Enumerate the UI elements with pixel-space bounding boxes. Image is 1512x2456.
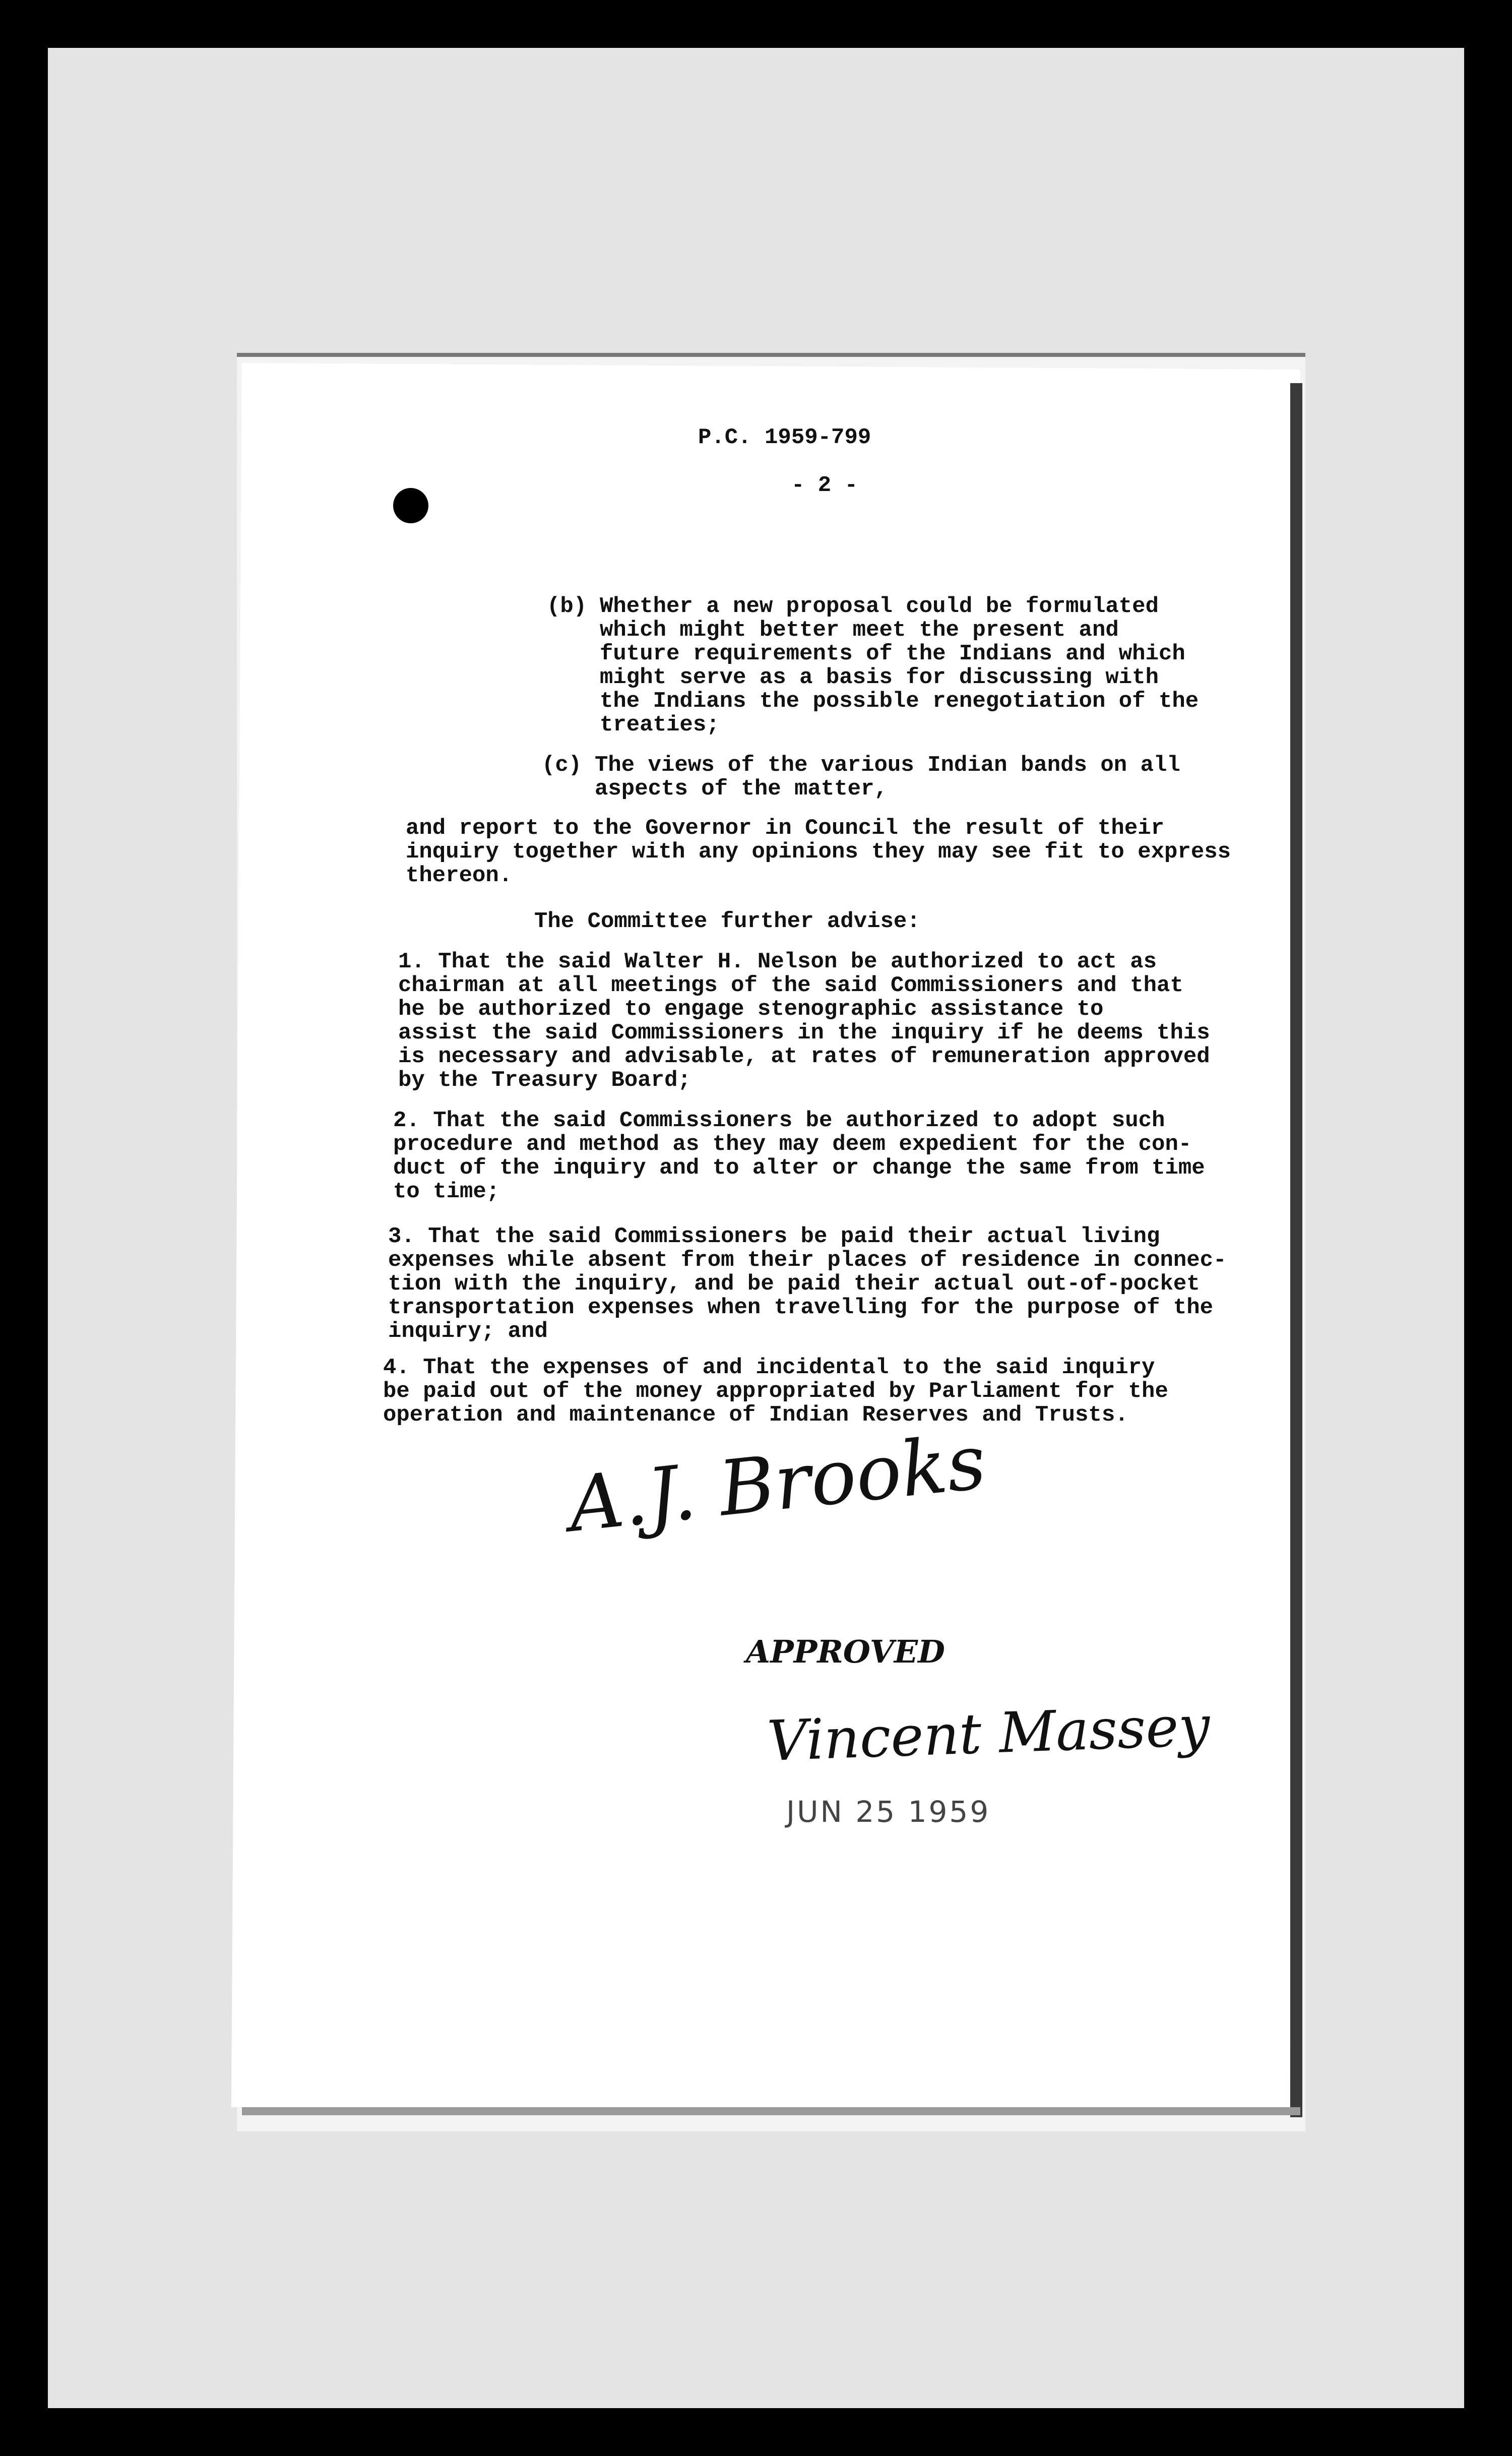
item-b-line: the Indians the possible renegotiation of the <box>600 689 1199 714</box>
item-b-line: future requirements of the Indians and which <box>600 641 1185 666</box>
clause-3-line: tion with the inquiry, and be paid their actual out-of-pocket <box>388 1271 1200 1297</box>
page-number: - 2 - <box>791 473 858 498</box>
item-c-line: The views of the various Indian bands on all <box>595 753 1180 778</box>
item-label-b: (b) <box>547 594 587 619</box>
clause-1-line: he be authorized to engage stenographic assistance to <box>398 997 1104 1022</box>
clause-4-line: 4. That the expenses of and incidental to the said inquiry <box>383 1355 1155 1380</box>
clause-4-line: be paid out of the money appropriated by Parliament for the <box>383 1379 1168 1404</box>
item-c-line: aspects of the matter, <box>595 776 888 802</box>
clause-3-line: transportation expenses when travelling for the purpose of the <box>388 1295 1214 1320</box>
clause-2-line: to time; <box>393 1179 500 1204</box>
clause-1-line: 1. That the said Walter H. Nelson be authorized to act as <box>398 949 1157 974</box>
clause-3-line: expenses while absent from their places of residence in connec- <box>388 1248 1227 1273</box>
punch-hole <box>393 488 428 523</box>
clause-1-line: by the Treasury Board; <box>398 1068 691 1093</box>
sheet-edge-shadow <box>1290 383 1302 2117</box>
clause-4-line: operation and maintenance of Indian Reserves and Trusts. <box>383 1402 1128 1428</box>
clause-2-line: duct of the inquiry and to alter or change the same from time <box>393 1155 1205 1181</box>
governor-signature: Vincent Massey <box>766 1693 1211 1773</box>
clause-2-line: procedure and method as they may deem expedient for the con- <box>393 1132 1192 1157</box>
item-label-c: (c) <box>542 753 582 778</box>
clause-3-line: inquiry; and <box>388 1319 548 1344</box>
clerk-signature: A.J. Brooks <box>564 1418 990 1550</box>
sheet-bottom-edge <box>242 2107 1300 2115</box>
report-line: thereon. <box>406 863 513 888</box>
further-advise-heading: The Committee further advise: <box>534 909 920 934</box>
item-b-line: might serve as a basis for discussing with <box>600 665 1159 690</box>
clause-3-line: 3. That the said Commissioners be paid their actual living <box>388 1224 1160 1249</box>
approved-label: APPROVED <box>746 1633 945 1670</box>
item-b-line: Whether a new proposal could be formulated <box>600 594 1159 619</box>
clause-1-line: is necessary and advisable, at rates of remuneration approved <box>398 1044 1210 1069</box>
item-b-line: treaties; <box>600 712 720 738</box>
report-line: and report to the Governor in Council the result of their <box>406 816 1165 841</box>
item-b-line: which might better meet the present and <box>600 618 1119 643</box>
clause-1-line: assist the said Commissioners in the inquiry if he deems this <box>398 1020 1210 1046</box>
report-line: inquiry together with any opinions they may see fit to express <box>406 839 1231 865</box>
order-reference: P.C. 1959-799 <box>698 425 871 450</box>
clause-2-line: 2. That the said Commissioners be authorized to adopt such <box>393 1108 1165 1133</box>
clause-1-line: chairman at all meetings of the said Commissioners and that <box>398 973 1183 998</box>
approval-date-stamp: JUN 25 1959 <box>786 1795 991 1829</box>
